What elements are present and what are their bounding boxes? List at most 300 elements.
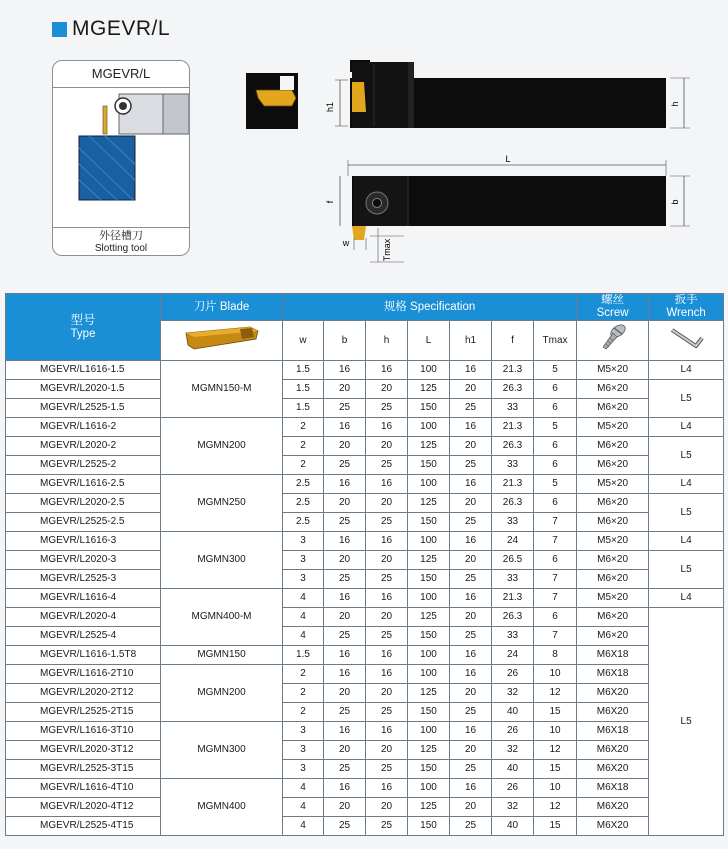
blade-cell: MGMN400 xyxy=(161,779,283,836)
b-cell: 20 xyxy=(324,380,366,399)
b-cell: 25 xyxy=(324,570,366,589)
screw-cell: M6×20 xyxy=(577,380,649,399)
h-cell: 16 xyxy=(366,646,408,665)
wrench-cell: L5 xyxy=(649,380,724,418)
blade-cell: MGMN150-M xyxy=(161,361,283,418)
blade-header: 刀片 Blade xyxy=(161,294,283,321)
h1-cell: 16 xyxy=(450,722,492,741)
L-cell: 100 xyxy=(408,589,450,608)
end-view xyxy=(246,73,298,129)
wrench-header xyxy=(649,294,724,321)
h1-cell: 25 xyxy=(450,703,492,722)
w-cell: 1.5 xyxy=(283,361,324,380)
table-row xyxy=(6,399,724,418)
screw-cell: M5×20 xyxy=(577,589,649,608)
w-cell: 2.5 xyxy=(283,475,324,494)
h-cell: 20 xyxy=(366,494,408,513)
w-cell: 4 xyxy=(283,608,324,627)
f-cell: 40 xyxy=(492,760,534,779)
wrench-cell: L4 xyxy=(649,418,724,437)
f-cell: 24 xyxy=(492,532,534,551)
col-f: f xyxy=(492,321,534,361)
screw-cell: M6×20 xyxy=(577,627,649,646)
w-cell: 4 xyxy=(283,627,324,646)
table-row xyxy=(6,627,724,646)
L-cell: 100 xyxy=(408,532,450,551)
table-row xyxy=(6,779,724,798)
model-cell: MGEVR/L2020-2.5 xyxy=(6,494,161,513)
h1-cell: 16 xyxy=(450,646,492,665)
b-cell: 16 xyxy=(324,532,366,551)
screw-cell: M6X20 xyxy=(577,760,649,779)
h1-cell: 20 xyxy=(450,494,492,513)
table-row xyxy=(6,418,724,437)
h-cell: 20 xyxy=(366,380,408,399)
col-h: h xyxy=(366,321,408,361)
screw-image-cell xyxy=(577,321,649,361)
screw-cell: M5×20 xyxy=(577,418,649,437)
h-cell: 20 xyxy=(366,437,408,456)
tmax-cell: 6 xyxy=(534,380,577,399)
tmax-cell: 8 xyxy=(534,646,577,665)
tmax-cell: 12 xyxy=(534,798,577,817)
page-title: MGEVR/L xyxy=(72,17,171,40)
model-cell: MGEVR/L1616-2.5 xyxy=(6,475,161,494)
table-row xyxy=(6,551,724,570)
L-cell: 150 xyxy=(408,456,450,475)
b-cell: 25 xyxy=(324,456,366,475)
f-cell: 32 xyxy=(492,798,534,817)
blade-image-cell xyxy=(161,321,283,361)
L-cell: 125 xyxy=(408,494,450,513)
model-cell: MGEVR/L1616-3T10 xyxy=(6,722,161,741)
h-cell: 20 xyxy=(366,684,408,703)
b-cell: 16 xyxy=(324,475,366,494)
f-cell: 33 xyxy=(492,399,534,418)
table-row xyxy=(6,722,724,741)
b-cell: 20 xyxy=(324,741,366,760)
model-cell: MGEVR/L2525-2T15 xyxy=(6,703,161,722)
f-cell: 33 xyxy=(492,627,534,646)
table-row xyxy=(6,456,724,475)
w-cell: 3 xyxy=(283,570,324,589)
h1-cell: 25 xyxy=(450,513,492,532)
wrench-cell: L4 xyxy=(649,475,724,494)
w-cell: 2 xyxy=(283,703,324,722)
L-cell: 125 xyxy=(408,437,450,456)
col-w: w xyxy=(283,321,324,361)
screw-cell: M6×20 xyxy=(577,551,649,570)
h1-cell: 20 xyxy=(450,684,492,703)
screw-cell: M6X18 xyxy=(577,722,649,741)
table-row xyxy=(6,665,724,684)
h-cell: 16 xyxy=(366,475,408,494)
model-cell: MGEVR/L1616-1.5T8 xyxy=(6,646,161,665)
tmax-cell: 7 xyxy=(534,570,577,589)
tmax-cell: 6 xyxy=(534,399,577,418)
screw-cell: M6×20 xyxy=(577,570,649,589)
b-cell: 25 xyxy=(324,760,366,779)
L-cell: 125 xyxy=(408,684,450,703)
col-b: b xyxy=(324,321,366,361)
f-cell: 26 xyxy=(492,722,534,741)
dim-tmax: Tmax xyxy=(382,238,392,262)
model-cell: MGEVR/L2020-2 xyxy=(6,437,161,456)
L-cell: 125 xyxy=(408,551,450,570)
spec-table xyxy=(5,293,724,836)
type-header-cn: 型号 xyxy=(70,313,96,327)
screw-icon xyxy=(598,322,628,352)
tmax-cell: 5 xyxy=(534,361,577,380)
b-cell: 20 xyxy=(324,437,366,456)
b-cell: 16 xyxy=(324,589,366,608)
wrench-cell: L4 xyxy=(649,532,724,551)
f-cell: 26.3 xyxy=(492,494,534,513)
b-cell: 16 xyxy=(324,665,366,684)
table-row xyxy=(6,570,724,589)
w-cell: 4 xyxy=(283,779,324,798)
b-cell: 16 xyxy=(324,722,366,741)
w-cell: 2 xyxy=(283,418,324,437)
h-cell: 25 xyxy=(366,570,408,589)
L-cell: 150 xyxy=(408,399,450,418)
h-cell: 25 xyxy=(366,513,408,532)
tmax-cell: 6 xyxy=(534,456,577,475)
screw-cell: M6X20 xyxy=(577,741,649,760)
w-cell: 2 xyxy=(283,456,324,475)
L-cell: 100 xyxy=(408,418,450,437)
table-row xyxy=(6,741,724,760)
h1-cell: 16 xyxy=(450,589,492,608)
blade-cell: MGMN300 xyxy=(161,532,283,589)
wrench-cell: L5 xyxy=(649,437,724,475)
L-cell: 100 xyxy=(408,361,450,380)
h-cell: 20 xyxy=(366,608,408,627)
type-header-en: Type xyxy=(70,328,96,340)
h-cell: 25 xyxy=(366,399,408,418)
f-cell: 26.5 xyxy=(492,551,534,570)
tmax-cell: 6 xyxy=(534,494,577,513)
screw-cell: M6X20 xyxy=(577,684,649,703)
h-cell: 20 xyxy=(366,798,408,817)
L-cell: 150 xyxy=(408,627,450,646)
h1-cell: 16 xyxy=(450,665,492,684)
h1-cell: 25 xyxy=(450,570,492,589)
table-row xyxy=(6,760,724,779)
h-cell: 16 xyxy=(366,589,408,608)
b-cell: 16 xyxy=(324,418,366,437)
model-cell: MGEVR/L2525-2 xyxy=(6,456,161,475)
f-cell: 26 xyxy=(492,665,534,684)
wrench-cell: L5 xyxy=(649,551,724,589)
tmax-cell: 10 xyxy=(534,722,577,741)
b-cell: 20 xyxy=(324,494,366,513)
h-cell: 25 xyxy=(366,456,408,475)
col-h1: h1 xyxy=(450,321,492,361)
tmax-cell: 6 xyxy=(534,608,577,627)
b-cell: 16 xyxy=(324,779,366,798)
h-cell: 16 xyxy=(366,532,408,551)
w-cell: 1.5 xyxy=(283,380,324,399)
w-cell: 2.5 xyxy=(283,513,324,532)
h-cell: 25 xyxy=(366,760,408,779)
f-cell: 21.3 xyxy=(492,475,534,494)
model-cell: MGEVR/L2525-2.5 xyxy=(6,513,161,532)
model-cell: MGEVR/L1616-1.5 xyxy=(6,361,161,380)
caption-en: Slotting tool xyxy=(94,243,148,254)
tmax-cell: 15 xyxy=(534,817,577,836)
model-cell: MGEVR/L2525-4 xyxy=(6,627,161,646)
technical-drawing xyxy=(0,0,728,292)
drawing-area xyxy=(0,0,728,292)
w-cell: 2.5 xyxy=(283,494,324,513)
wrench-icon xyxy=(666,322,706,352)
b-cell: 25 xyxy=(324,817,366,836)
L-cell: 100 xyxy=(408,646,450,665)
model-cell: MGEVR/L2525-3T15 xyxy=(6,760,161,779)
tmax-cell: 7 xyxy=(534,627,577,646)
h-cell: 16 xyxy=(366,779,408,798)
h1-cell: 25 xyxy=(450,399,492,418)
dim-h1: h1 xyxy=(325,101,335,113)
L-cell: 150 xyxy=(408,703,450,722)
h1-cell: 20 xyxy=(450,437,492,456)
f-cell: 21.3 xyxy=(492,361,534,380)
f-cell: 24 xyxy=(492,646,534,665)
h-cell: 16 xyxy=(366,361,408,380)
w-cell: 3 xyxy=(283,532,324,551)
screw-cell: M6×20 xyxy=(577,437,649,456)
tmax-cell: 5 xyxy=(534,418,577,437)
f-cell: 26.3 xyxy=(492,380,534,399)
h-cell: 20 xyxy=(366,741,408,760)
h-cell: 25 xyxy=(366,627,408,646)
dim-h: h xyxy=(670,101,680,107)
h1-cell: 25 xyxy=(450,817,492,836)
blade-cell: MGMN300 xyxy=(161,722,283,779)
screw-cell: M6X20 xyxy=(577,817,649,836)
model-cell: MGEVR/L1616-2T10 xyxy=(6,665,161,684)
L-cell: 150 xyxy=(408,513,450,532)
model-cell: MGEVR/L1616-2 xyxy=(6,418,161,437)
screw-cell: M6X18 xyxy=(577,779,649,798)
screw-cell: M6X18 xyxy=(577,665,649,684)
h1-cell: 25 xyxy=(450,456,492,475)
wrench-cell: L5 xyxy=(649,494,724,532)
wrench-cell: L4 xyxy=(649,361,724,380)
table-row xyxy=(6,475,724,494)
w-cell: 2 xyxy=(283,665,324,684)
h1-cell: 16 xyxy=(450,475,492,494)
h1-cell: 20 xyxy=(450,608,492,627)
screw-cell: M6X18 xyxy=(577,646,649,665)
L-cell: 100 xyxy=(408,722,450,741)
dim-f: f xyxy=(325,200,335,204)
screw-cell: M6×20 xyxy=(577,513,649,532)
w-cell: 1.5 xyxy=(283,646,324,665)
blade-cell: MGMN400-M xyxy=(161,589,283,646)
spec-header: 规格 Specification xyxy=(283,294,577,321)
h1-cell: 20 xyxy=(450,741,492,760)
wrench-cell: L5 xyxy=(649,608,724,836)
b-cell: 20 xyxy=(324,551,366,570)
table-row xyxy=(6,361,724,380)
tmax-cell: 6 xyxy=(534,551,577,570)
b-cell: 16 xyxy=(324,361,366,380)
tmax-cell: 15 xyxy=(534,703,577,722)
f-cell: 26 xyxy=(492,779,534,798)
screw-cell: M5×20 xyxy=(577,361,649,380)
w-cell: 4 xyxy=(283,817,324,836)
h1-cell: 16 xyxy=(450,361,492,380)
table-row xyxy=(6,646,724,665)
wrench-header-cn: 扳手 xyxy=(674,294,698,306)
screw-cell: M6×20 xyxy=(577,494,649,513)
h-cell: 16 xyxy=(366,722,408,741)
screw-header-cn: 螺丝 xyxy=(601,294,625,306)
h1-cell: 20 xyxy=(450,551,492,570)
side-view xyxy=(350,60,666,128)
b-cell: 25 xyxy=(324,513,366,532)
screw-cell: M5×20 xyxy=(577,475,649,494)
w-cell: 3 xyxy=(283,741,324,760)
model-cell: MGEVR/L2020-4T12 xyxy=(6,798,161,817)
blade-insert-icon xyxy=(182,321,262,353)
h1-cell: 16 xyxy=(450,532,492,551)
caption-cn: 外径槽刀 xyxy=(99,230,143,242)
model-cell: MGEVR/L2020-1.5 xyxy=(6,380,161,399)
f-cell: 32 xyxy=(492,684,534,703)
h-cell: 16 xyxy=(366,665,408,684)
f-cell: 40 xyxy=(492,703,534,722)
f-cell: 33 xyxy=(492,570,534,589)
model-cell: MGEVR/L2525-3 xyxy=(6,570,161,589)
table-row xyxy=(6,380,724,399)
f-cell: 33 xyxy=(492,456,534,475)
b-cell: 25 xyxy=(324,703,366,722)
h1-cell: 25 xyxy=(450,760,492,779)
h-cell: 25 xyxy=(366,703,408,722)
blade-cell: MGMN200 xyxy=(161,418,283,475)
tmax-cell: 5 xyxy=(534,475,577,494)
screw-cell: M6×20 xyxy=(577,456,649,475)
tmax-cell: 10 xyxy=(534,779,577,798)
h1-cell: 16 xyxy=(450,779,492,798)
model-cell: MGEVR/L1616-4 xyxy=(6,589,161,608)
wrench-cell: L4 xyxy=(649,589,724,608)
dim-w: w xyxy=(342,238,350,248)
h1-cell: 25 xyxy=(450,627,492,646)
table-row xyxy=(6,437,724,456)
h-cell: 25 xyxy=(366,817,408,836)
L-cell: 150 xyxy=(408,817,450,836)
L-cell: 125 xyxy=(408,741,450,760)
f-cell: 33 xyxy=(492,513,534,532)
blade-cell: MGMN200 xyxy=(161,665,283,722)
w-cell: 3 xyxy=(283,760,324,779)
w-cell: 2 xyxy=(283,437,324,456)
screw-cell: M6×20 xyxy=(577,399,649,418)
screw-cell: M5×20 xyxy=(577,532,649,551)
b-cell: 20 xyxy=(324,608,366,627)
table-row xyxy=(6,684,724,703)
screw-cell: M6×20 xyxy=(577,608,649,627)
model-cell: MGEVR/L1616-4T10 xyxy=(6,779,161,798)
L-cell: 125 xyxy=(408,380,450,399)
h1-cell: 20 xyxy=(450,380,492,399)
L-cell: 150 xyxy=(408,570,450,589)
dim-L: L xyxy=(505,154,511,164)
w-cell: 3 xyxy=(283,722,324,741)
tmax-cell: 7 xyxy=(534,589,577,608)
tmax-cell: 6 xyxy=(534,437,577,456)
b-cell: 20 xyxy=(324,798,366,817)
L-cell: 100 xyxy=(408,665,450,684)
h1-cell: 16 xyxy=(450,418,492,437)
screw-cell: M6X20 xyxy=(577,798,649,817)
b-cell: 16 xyxy=(324,646,366,665)
screw-header xyxy=(577,294,649,321)
f-cell: 32 xyxy=(492,741,534,760)
L-cell: 125 xyxy=(408,798,450,817)
w-cell: 4 xyxy=(283,589,324,608)
tmax-cell: 12 xyxy=(534,684,577,703)
f-cell: 40 xyxy=(492,817,534,836)
b-cell: 25 xyxy=(324,399,366,418)
screw-cell: M6X20 xyxy=(577,703,649,722)
screw-header-en: Screw xyxy=(596,307,629,319)
h-cell: 20 xyxy=(366,551,408,570)
L-cell: 100 xyxy=(408,779,450,798)
card-label: MGEVR/L xyxy=(53,61,189,88)
h-cell: 16 xyxy=(366,418,408,437)
tmax-cell: 7 xyxy=(534,532,577,551)
L-cell: 100 xyxy=(408,475,450,494)
spec-table-body xyxy=(6,361,724,836)
wrench-header-en: Wrench xyxy=(666,307,706,319)
b-cell: 20 xyxy=(324,684,366,703)
L-cell: 150 xyxy=(408,760,450,779)
tmax-cell: 12 xyxy=(534,741,577,760)
w-cell: 4 xyxy=(283,798,324,817)
dim-b: b xyxy=(670,199,680,205)
table-row xyxy=(6,589,724,608)
f-cell: 21.3 xyxy=(492,589,534,608)
f-cell: 21.3 xyxy=(492,418,534,437)
table-row xyxy=(6,608,724,627)
w-cell: 3 xyxy=(283,551,324,570)
type-header xyxy=(6,294,161,361)
table-row xyxy=(6,817,724,836)
table-row xyxy=(6,494,724,513)
tmax-cell: 15 xyxy=(534,760,577,779)
model-cell: MGEVR/L1616-3 xyxy=(6,532,161,551)
top-view xyxy=(352,176,666,240)
blade-cell: MGMN150 xyxy=(161,646,283,665)
tmax-cell: 10 xyxy=(534,665,577,684)
col-L: L xyxy=(408,321,450,361)
blade-cell: MGMN250 xyxy=(161,475,283,532)
model-cell: MGEVR/L2525-4T15 xyxy=(6,817,161,836)
tmax-cell: 7 xyxy=(534,513,577,532)
f-cell: 26.3 xyxy=(492,437,534,456)
b-cell: 25 xyxy=(324,627,366,646)
table-row xyxy=(6,513,724,532)
h1-cell: 20 xyxy=(450,798,492,817)
model-cell: MGEVR/L2020-4 xyxy=(6,608,161,627)
f-cell: 26.3 xyxy=(492,608,534,627)
model-cell: MGEVR/L2525-1.5 xyxy=(6,399,161,418)
